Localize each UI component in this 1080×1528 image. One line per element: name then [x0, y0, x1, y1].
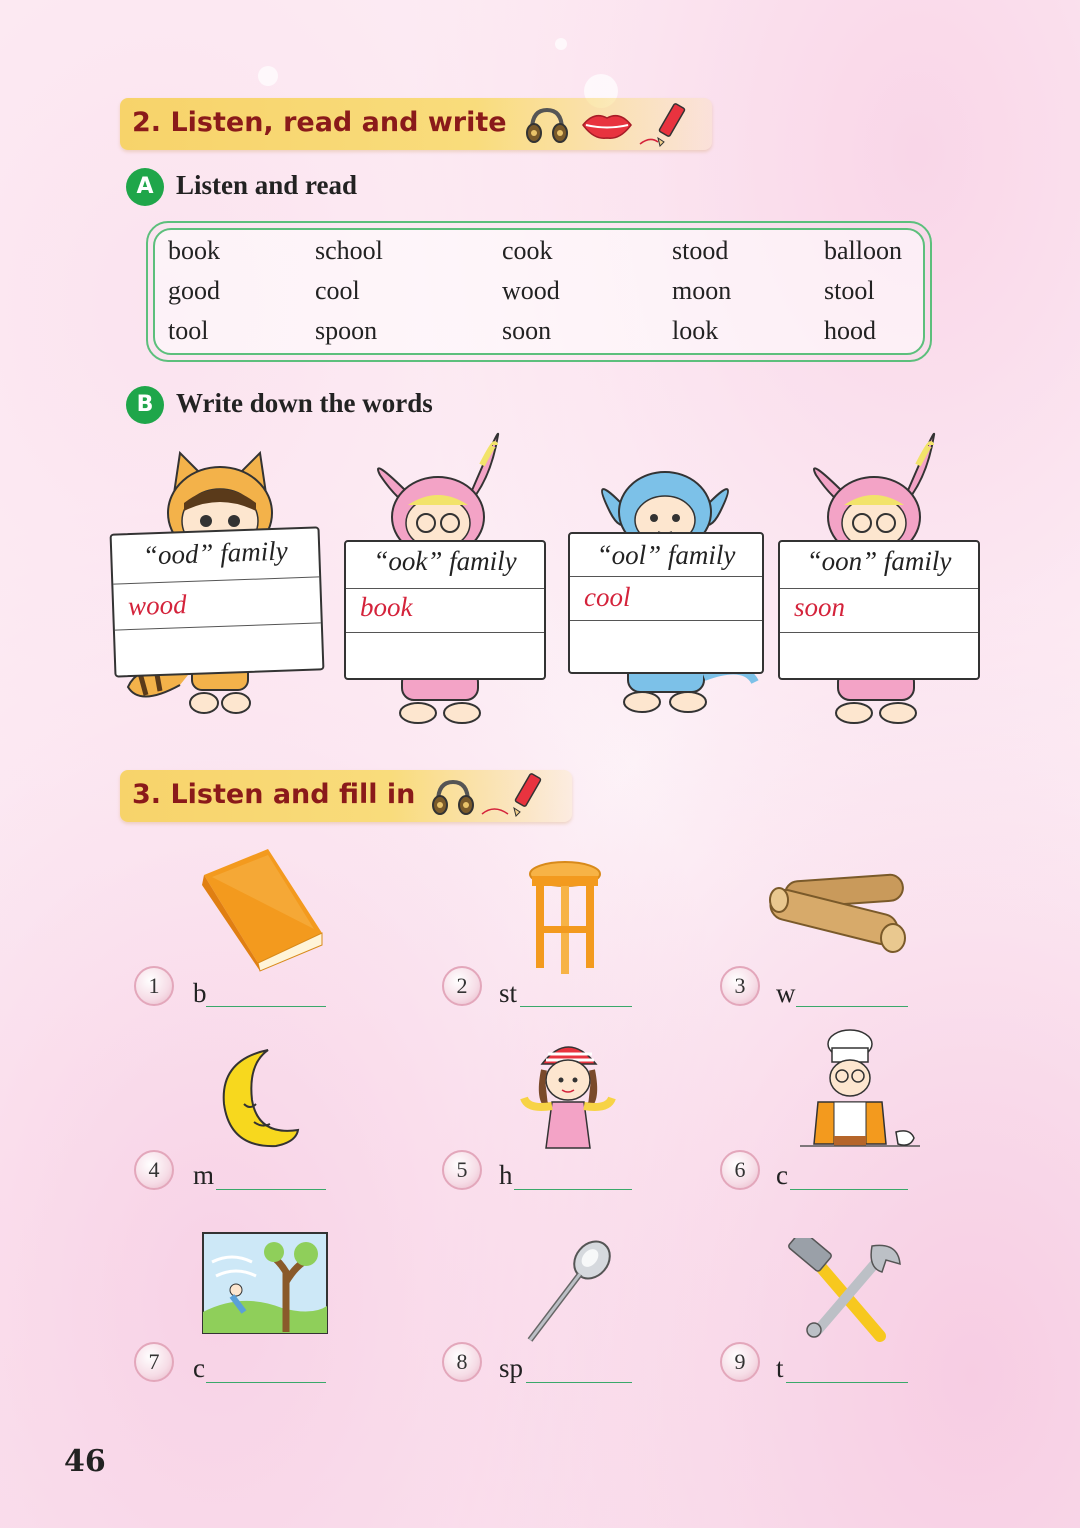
item-stem: h [499, 1160, 513, 1190]
sign-title: “ool” family [596, 540, 736, 570]
answer-blank[interactable] [790, 1189, 908, 1190]
item-number-badge: 6 [720, 1150, 760, 1190]
word-item: stool [824, 276, 875, 305]
section-2-banner [120, 98, 712, 150]
word-item: school [315, 236, 383, 265]
sign-example-word: book [360, 592, 413, 622]
stool-picture [528, 860, 602, 975]
word-item: balloon [824, 236, 902, 265]
word-item: moon [672, 276, 732, 305]
section-2-title: 2. Listen, read and write [132, 107, 507, 138]
moon-picture [218, 1046, 300, 1150]
item-stem: w [776, 978, 796, 1008]
answer-blank[interactable] [520, 1006, 632, 1007]
item-stem: m [193, 1160, 215, 1190]
word-item: tool [168, 316, 209, 345]
word-item: cook [502, 236, 553, 265]
wood-logs-picture [765, 868, 910, 960]
answer-blank[interactable] [206, 1006, 326, 1007]
answer-blank[interactable] [786, 1382, 908, 1383]
word-item: soon [502, 316, 552, 345]
pencil-icon [478, 770, 554, 820]
part-a-badge: A [126, 168, 164, 206]
headphones-icon [430, 776, 476, 818]
item-stem: sp [499, 1353, 524, 1383]
sign-example-word: cool [584, 582, 631, 612]
item-number-badge: 4 [134, 1150, 174, 1190]
sign-ood-family [110, 526, 325, 677]
part-b-title: Write down the words [176, 388, 433, 418]
item-number-badge: 1 [134, 966, 174, 1006]
sign-ook-family [344, 540, 546, 680]
word-item: book [168, 236, 220, 265]
sign-example-word: wood [127, 589, 188, 622]
part-b-badge: B [126, 386, 164, 424]
answer-blank[interactable] [796, 1006, 908, 1007]
section-3-title: 3. Listen and fill in [132, 779, 416, 810]
bubble-decoration [258, 66, 278, 86]
pencil-icon [636, 100, 696, 148]
cool-breeze-picture [202, 1232, 328, 1334]
word-item: good [168, 276, 220, 305]
item-number-badge: 9 [720, 1342, 760, 1382]
bubble-decoration [555, 38, 567, 50]
item-stem: c [193, 1353, 205, 1383]
item-number-badge: 5 [442, 1150, 482, 1190]
section-3-banner [120, 770, 572, 822]
item-number-badge: 2 [442, 966, 482, 1006]
word-item: spoon [315, 316, 378, 345]
book-picture [198, 845, 328, 973]
item-stem: c [776, 1160, 788, 1190]
word-item: look [672, 316, 719, 345]
sign-example-word: soon [794, 592, 846, 622]
item-stem: st [499, 978, 518, 1008]
answer-blank[interactable] [206, 1382, 326, 1383]
answer-blank[interactable] [514, 1189, 632, 1190]
sign-title: “oon” family [806, 546, 952, 576]
item-stem: t [776, 1353, 784, 1383]
sign-title: “ood” family [142, 535, 289, 571]
word-item: stood [672, 236, 729, 265]
answer-blank[interactable] [216, 1189, 326, 1190]
spoon-picture [522, 1240, 612, 1344]
word-item: wood [502, 276, 560, 305]
girl-hood-picture [518, 1030, 618, 1152]
sign-title: “ook” family [373, 546, 517, 576]
sign-ool-family [568, 532, 764, 674]
word-item: hood [824, 316, 876, 345]
cook-picture [800, 1028, 926, 1158]
page-number: 46 [64, 1444, 106, 1479]
item-number-badge: 7 [134, 1342, 174, 1382]
lips-icon [580, 108, 634, 142]
word-item: cool [315, 276, 360, 305]
part-a-title: Listen and read [176, 170, 358, 200]
item-number-badge: 8 [442, 1342, 482, 1382]
answer-blank[interactable] [526, 1382, 632, 1383]
tools-picture [788, 1238, 906, 1342]
headphones-icon [524, 104, 570, 146]
item-stem: b [193, 978, 207, 1008]
item-number-badge: 3 [720, 966, 760, 1006]
sign-oon-family [778, 540, 980, 680]
